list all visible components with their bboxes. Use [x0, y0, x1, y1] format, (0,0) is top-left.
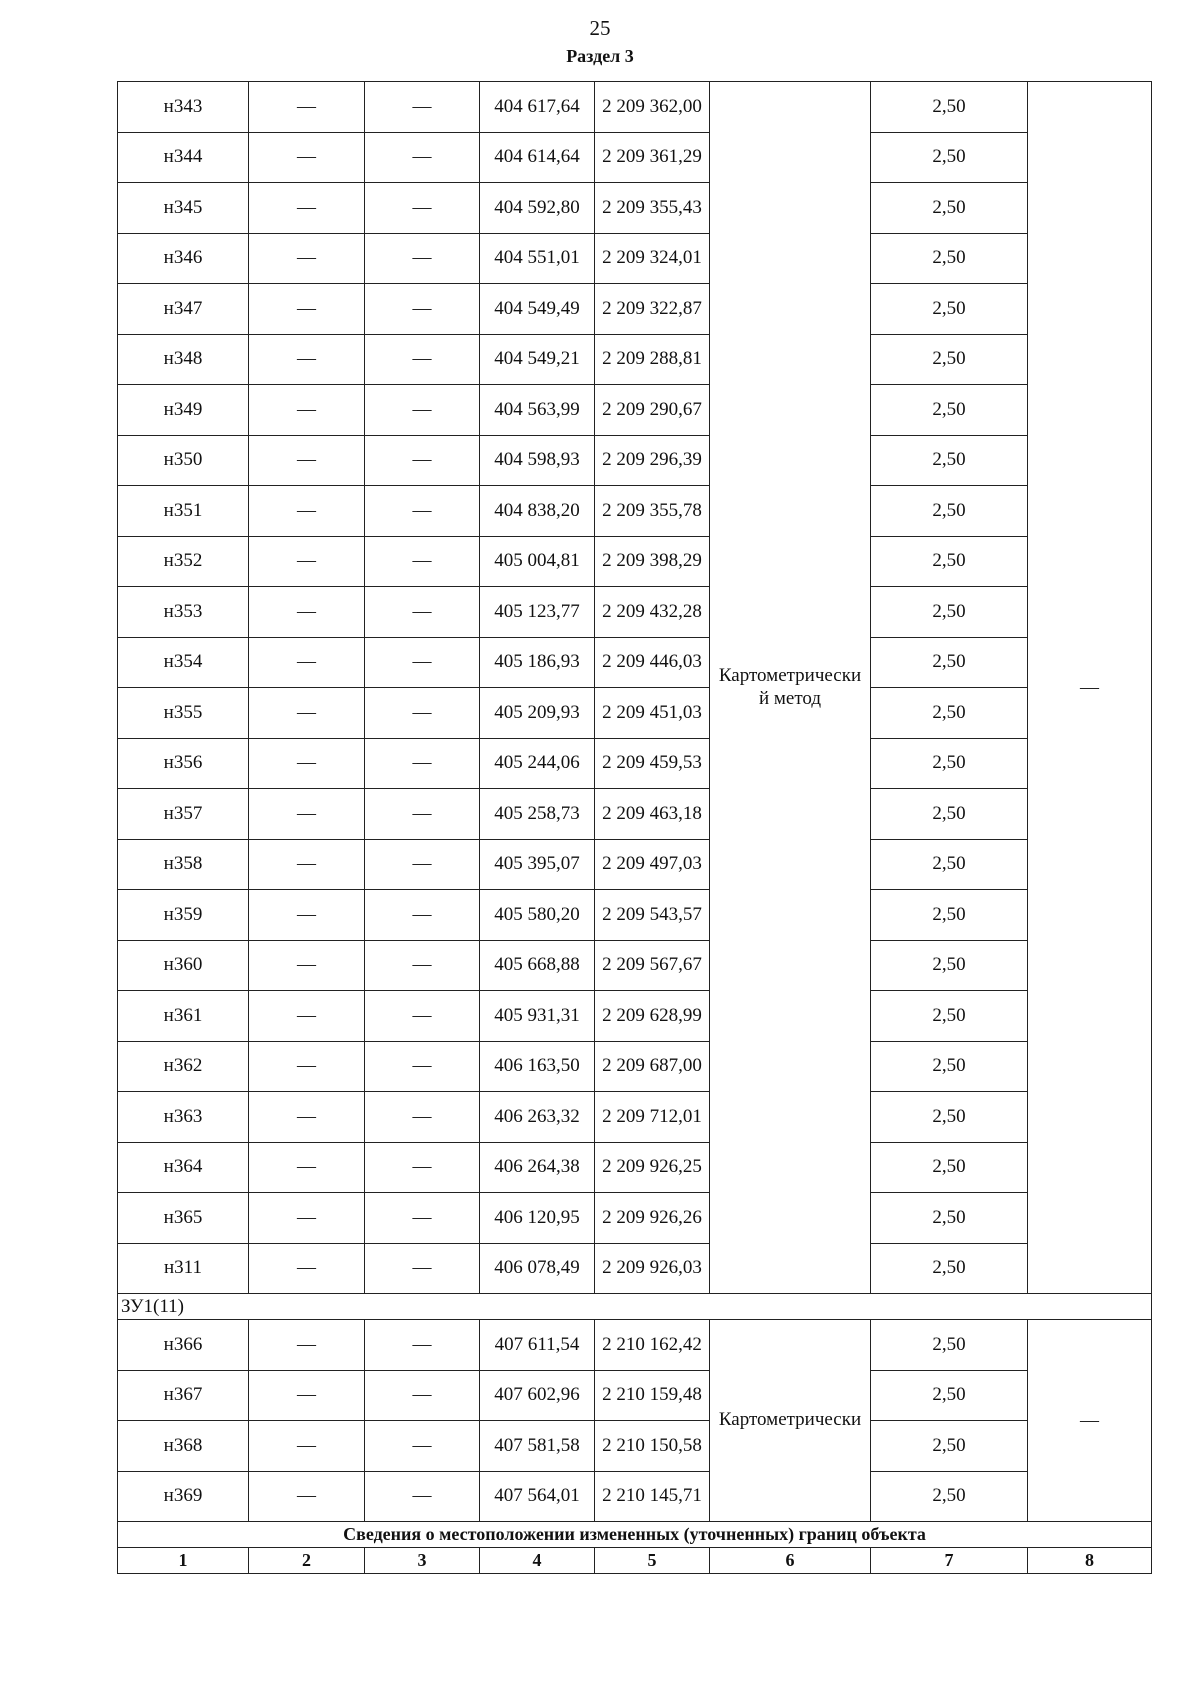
- point-id: н359: [118, 890, 249, 941]
- accuracy-value: 2,50: [871, 233, 1028, 284]
- coord-y: 2 210 162,42: [595, 1320, 710, 1371]
- accuracy-value: 2,50: [871, 132, 1028, 183]
- coord-y: 2 209 362,00: [595, 82, 710, 133]
- table-row: [118, 1041, 1152, 1092]
- point-id: н350: [118, 435, 249, 486]
- column-number: 8: [1028, 1548, 1152, 1574]
- point-id: н360: [118, 940, 249, 991]
- table-row: [118, 587, 1152, 638]
- coord-y: 2 209 361,29: [595, 132, 710, 183]
- col3-value: —: [365, 82, 480, 133]
- col3-value: —: [365, 940, 480, 991]
- col3-value: —: [365, 284, 480, 335]
- col3-value: —: [365, 1421, 480, 1472]
- accuracy-value: 2,50: [871, 1421, 1028, 1472]
- coord-y: 2 209 288,81: [595, 334, 710, 385]
- col3-value: —: [365, 1092, 480, 1143]
- point-id: н352: [118, 536, 249, 587]
- point-id: н356: [118, 738, 249, 789]
- col2-value: —: [249, 991, 365, 1042]
- coord-x: 404 563,99: [480, 385, 595, 436]
- col2-value: —: [249, 637, 365, 688]
- accuracy-value: 2,50: [871, 536, 1028, 587]
- coord-y: 2 209 324,01: [595, 233, 710, 284]
- coord-x: 404 549,49: [480, 284, 595, 335]
- coord-y: 2 209 926,25: [595, 1142, 710, 1193]
- col8-value: —: [1028, 82, 1152, 1294]
- coord-x: 404 549,21: [480, 334, 595, 385]
- col3-value: —: [365, 1142, 480, 1193]
- col3-value: —: [365, 839, 480, 890]
- coord-y: 2 209 567,67: [595, 940, 710, 991]
- col2-value: —: [249, 1421, 365, 1472]
- coord-x: 405 209,93: [480, 688, 595, 739]
- coord-y: 2 210 145,71: [595, 1471, 710, 1522]
- col3-value: —: [365, 587, 480, 638]
- coord-x: 406 163,50: [480, 1041, 595, 1092]
- column-number: 2: [249, 1548, 365, 1574]
- coord-y: 2 209 451,03: [595, 688, 710, 739]
- table-row: [118, 789, 1152, 840]
- accuracy-value: 2,50: [871, 334, 1028, 385]
- col3-value: —: [365, 738, 480, 789]
- accuracy-value: 2,50: [871, 890, 1028, 941]
- footer-title-row: [118, 1522, 1152, 1548]
- point-id: н355: [118, 688, 249, 739]
- table-row: [118, 284, 1152, 335]
- column-number: 7: [871, 1548, 1028, 1574]
- column-number: 1: [118, 1548, 249, 1574]
- col3-value: —: [365, 1471, 480, 1522]
- col3-value: —: [365, 789, 480, 840]
- point-id: н311: [118, 1243, 249, 1294]
- col3-value: —: [365, 1370, 480, 1421]
- coord-y: 2 209 398,29: [595, 536, 710, 587]
- accuracy-value: 2,50: [871, 183, 1028, 234]
- table-row: [118, 738, 1152, 789]
- col2-value: —: [249, 385, 365, 436]
- coord-x: 404 592,80: [480, 183, 595, 234]
- table-row: [118, 1193, 1152, 1244]
- col2-value: —: [249, 940, 365, 991]
- accuracy-value: 2,50: [871, 738, 1028, 789]
- point-id: н357: [118, 789, 249, 840]
- method-line-2: й метод: [758, 687, 822, 709]
- coord-x: 404 838,20: [480, 486, 595, 537]
- accuracy-value: 2,50: [871, 284, 1028, 335]
- col2-value: —: [249, 183, 365, 234]
- coord-x: 404 617,64: [480, 82, 595, 133]
- col3-value: —: [365, 1193, 480, 1244]
- table-row: [118, 183, 1152, 234]
- accuracy-value: 2,50: [871, 1320, 1028, 1371]
- coord-x: 404 614,64: [480, 132, 595, 183]
- accuracy-value: 2,50: [871, 1370, 1028, 1421]
- accuracy-value: 2,50: [871, 839, 1028, 890]
- point-id: н346: [118, 233, 249, 284]
- accuracy-value: 2,50: [871, 587, 1028, 638]
- coord-x: 405 931,31: [480, 991, 595, 1042]
- coord-x: 405 258,73: [480, 789, 595, 840]
- point-id: н347: [118, 284, 249, 335]
- accuracy-value: 2,50: [871, 486, 1028, 537]
- coord-y: 2 210 159,48: [595, 1370, 710, 1421]
- coord-x: 405 244,06: [480, 738, 595, 789]
- point-id: н348: [118, 334, 249, 385]
- column-numbers-row: [118, 1548, 1152, 1574]
- point-id: н358: [118, 839, 249, 890]
- coord-y: 2 209 355,78: [595, 486, 710, 537]
- method-cell: [710, 82, 871, 1294]
- table-row: [118, 1142, 1152, 1193]
- coord-y: 2 209 446,03: [595, 637, 710, 688]
- coord-y: 2 209 628,99: [595, 991, 710, 1042]
- table-row: [118, 940, 1152, 991]
- coord-y: 2 209 432,28: [595, 587, 710, 638]
- method-line-1: Картометрически: [718, 664, 862, 686]
- table-row: [118, 1092, 1152, 1143]
- col2-value: —: [249, 1092, 365, 1143]
- table-row: [118, 132, 1152, 183]
- coord-y: 2 209 296,39: [595, 435, 710, 486]
- col3-value: —: [365, 688, 480, 739]
- coord-x: 405 668,88: [480, 940, 595, 991]
- coord-x: 404 551,01: [480, 233, 595, 284]
- table-row: [118, 890, 1152, 941]
- coordinates-table: [117, 81, 1152, 1574]
- coord-x: 407 564,01: [480, 1471, 595, 1522]
- col3-value: —: [365, 1243, 480, 1294]
- table-row: [118, 233, 1152, 284]
- accuracy-value: 2,50: [871, 1092, 1028, 1143]
- col2-value: —: [249, 82, 365, 133]
- col3-value: —: [365, 132, 480, 183]
- col3-value: —: [365, 637, 480, 688]
- col2-value: —: [249, 334, 365, 385]
- group-label: ЗУ1(11): [118, 1294, 1152, 1320]
- col3-value: —: [365, 435, 480, 486]
- accuracy-value: 2,50: [871, 940, 1028, 991]
- table-row: [118, 435, 1152, 486]
- coord-x: 407 611,54: [480, 1320, 595, 1371]
- col2-value: —: [249, 233, 365, 284]
- point-id: н368: [118, 1421, 249, 1472]
- coord-y: 2 209 497,03: [595, 839, 710, 890]
- col2-value: —: [249, 789, 365, 840]
- column-number: 5: [595, 1548, 710, 1574]
- point-id: н364: [118, 1142, 249, 1193]
- point-id: н365: [118, 1193, 249, 1244]
- col2-value: —: [249, 839, 365, 890]
- col3-value: —: [365, 183, 480, 234]
- table-row: [118, 334, 1152, 385]
- point-id: н353: [118, 587, 249, 638]
- table-row: [118, 637, 1152, 688]
- point-id: н345: [118, 183, 249, 234]
- accuracy-value: 2,50: [871, 688, 1028, 739]
- col2-value: —: [249, 1370, 365, 1421]
- column-number: 3: [365, 1548, 480, 1574]
- col2-value: —: [249, 738, 365, 789]
- col3-value: —: [365, 233, 480, 284]
- coord-y: 2 209 290,67: [595, 385, 710, 436]
- accuracy-value: 2,50: [871, 1471, 1028, 1522]
- table-row: [118, 1471, 1152, 1522]
- coord-x: 405 186,93: [480, 637, 595, 688]
- col3-value: —: [365, 1041, 480, 1092]
- col2-value: —: [249, 1243, 365, 1294]
- column-number: 6: [710, 1548, 871, 1574]
- point-id: н367: [118, 1370, 249, 1421]
- accuracy-value: 2,50: [871, 1041, 1028, 1092]
- col2-value: —: [249, 132, 365, 183]
- col3-value: —: [365, 991, 480, 1042]
- table-row: [118, 688, 1152, 739]
- accuracy-value: 2,50: [871, 385, 1028, 436]
- col3-value: —: [365, 486, 480, 537]
- col2-value: —: [249, 1041, 365, 1092]
- table-row: [118, 1243, 1152, 1294]
- accuracy-value: 2,50: [871, 1142, 1028, 1193]
- table-row: [118, 486, 1152, 537]
- col2-value: —: [249, 1471, 365, 1522]
- accuracy-value: 2,50: [871, 1193, 1028, 1244]
- coord-x: 405 395,07: [480, 839, 595, 890]
- point-id: н343: [118, 82, 249, 133]
- accuracy-value: 2,50: [871, 991, 1028, 1042]
- point-id: н344: [118, 132, 249, 183]
- table-row: [118, 1421, 1152, 1472]
- table-row: [118, 385, 1152, 436]
- col2-value: —: [249, 587, 365, 638]
- col2-value: —: [249, 688, 365, 739]
- coord-y: 2 209 322,87: [595, 284, 710, 335]
- method-cell: Картометрически: [710, 1320, 871, 1522]
- point-id: н366: [118, 1320, 249, 1371]
- col3-value: —: [365, 536, 480, 587]
- footer-title: Сведения о местоположении измененных (уточненных) границ объекта: [118, 1522, 1152, 1548]
- accuracy-value: 2,50: [871, 82, 1028, 133]
- coord-x: 407 581,58: [480, 1421, 595, 1472]
- coord-x: 406 263,32: [480, 1092, 595, 1143]
- page-number: 25: [589, 16, 611, 40]
- point-id: н363: [118, 1092, 249, 1143]
- coord-y: 2 209 543,57: [595, 890, 710, 941]
- point-id: н362: [118, 1041, 249, 1092]
- coord-x: 406 078,49: [480, 1243, 595, 1294]
- point-id: н369: [118, 1471, 249, 1522]
- point-id: н354: [118, 637, 249, 688]
- coord-x: 405 123,77: [480, 587, 595, 638]
- coord-x: 405 004,81: [480, 536, 595, 587]
- col3-value: —: [365, 334, 480, 385]
- col2-value: —: [249, 536, 365, 587]
- point-id: н351: [118, 486, 249, 537]
- point-id: н361: [118, 991, 249, 1042]
- accuracy-value: 2,50: [871, 637, 1028, 688]
- coord-y: 2 209 926,03: [595, 1243, 710, 1294]
- accuracy-value: 2,50: [871, 435, 1028, 486]
- col3-value: —: [365, 385, 480, 436]
- accuracy-value: 2,50: [871, 789, 1028, 840]
- coord-x: 406 264,38: [480, 1142, 595, 1193]
- col2-value: —: [249, 486, 365, 537]
- table-row: [118, 82, 1152, 133]
- coord-y: 2 209 355,43: [595, 183, 710, 234]
- col3-value: —: [365, 890, 480, 941]
- col2-value: —: [249, 1193, 365, 1244]
- group-label-row: [118, 1294, 1152, 1320]
- col2-value: —: [249, 284, 365, 335]
- coord-y: 2 209 463,18: [595, 789, 710, 840]
- table-row: [118, 1370, 1152, 1421]
- table-row: [118, 536, 1152, 587]
- coord-y: 2 210 150,58: [595, 1421, 710, 1472]
- coord-y: 2 209 926,26: [595, 1193, 710, 1244]
- column-number: 4: [480, 1548, 595, 1574]
- col2-value: —: [249, 1142, 365, 1193]
- coord-x: 404 598,93: [480, 435, 595, 486]
- col2-value: —: [249, 435, 365, 486]
- coord-y: 2 209 459,53: [595, 738, 710, 789]
- section-title: Раздел 3: [566, 46, 634, 66]
- table-row: [118, 1320, 1152, 1371]
- coord-y: 2 209 687,00: [595, 1041, 710, 1092]
- accuracy-value: 2,50: [871, 1243, 1028, 1294]
- point-id: н349: [118, 385, 249, 436]
- table-row: [118, 991, 1152, 1042]
- coord-x: 407 602,96: [480, 1370, 595, 1421]
- coord-x: 406 120,95: [480, 1193, 595, 1244]
- col2-value: —: [249, 1320, 365, 1371]
- col2-value: —: [249, 890, 365, 941]
- coord-y: 2 209 712,01: [595, 1092, 710, 1143]
- col3-value: —: [365, 1320, 480, 1371]
- coord-x: 405 580,20: [480, 890, 595, 941]
- table-row: [118, 839, 1152, 890]
- col8-value: —: [1028, 1320, 1152, 1522]
